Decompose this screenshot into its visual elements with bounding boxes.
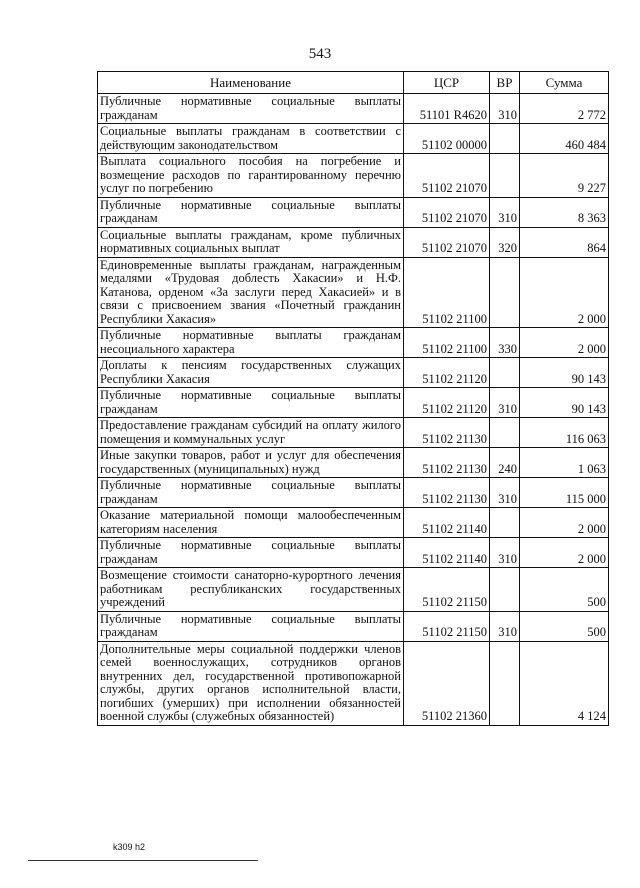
row-name: Единовременные выплаты гражданам, награжденным медалями «Трудовая доблесть Хакасии» и Н.Ф. Катанова, орденом «За заслуги перед Хакасией» и в связи с присвоением звания «Почетный гражданин Республики Хакасия» [98,257,404,328]
row-name: Предоставление гражданам субсидий на оплату жилого помещения и коммунальных услуг [98,418,404,448]
row-sum: 116 063 [520,418,609,448]
row-csr: 51102 00000 [404,124,490,154]
row-sum: 115 000 [520,478,609,508]
table-row [98,448,609,478]
table-row [98,508,609,538]
row-sum: 1 063 [520,448,609,478]
table-row [98,388,609,418]
row-vr [490,124,520,154]
row-vr: 310 [490,197,520,227]
row-sum: 4 124 [520,641,609,725]
row-name: Дополнительные меры социальной поддержки членов семей военнослужащих, сотрудников органов внутренних дел, государственной противопожарной службы, других органов исполнительной власти, погибших (умерших) при исполнении обязанностей военной службы (служебных обязанностей) [98,641,404,725]
table-row [98,538,609,568]
row-sum: 9 227 [520,154,609,198]
row-sum: 90 143 [520,388,609,418]
table-row [98,227,609,257]
row-csr: 51102 21120 [404,388,490,418]
table-row [98,568,609,612]
row-csr: 51101 R4620 [404,94,490,124]
row-name: Публичные нормативные социальные выплаты гражданам [98,197,404,227]
row-vr: 310 [490,94,520,124]
row-vr [490,418,520,448]
table-row [98,197,609,227]
row-vr [490,358,520,388]
row-vr: 240 [490,448,520,478]
row-vr [490,154,520,198]
row-csr: 51102 21150 [404,568,490,612]
row-sum: 460 484 [520,124,609,154]
row-sum: 2 000 [520,257,609,328]
row-name: Публичные нормативные социальные выплаты гражданам [98,94,404,124]
row-name: Публичные нормативные социальные выплаты гражданам [98,611,404,641]
row-vr: 310 [490,478,520,508]
row-sum: 8 363 [520,197,609,227]
row-csr: 51102 21140 [404,538,490,568]
row-name: Оказание материальной помощи малообеспеченным категориям населения [98,508,404,538]
row-sum: 2 000 [520,328,609,358]
header-name: Наименование [98,72,404,94]
header-vr: ВР [490,72,520,94]
row-csr: 51102 21070 [404,154,490,198]
table-row [98,418,609,448]
row-sum: 500 [520,611,609,641]
row-vr: 310 [490,538,520,568]
footer-divider [28,860,258,861]
row-vr [490,568,520,612]
row-name: Публичные нормативные выплаты гражданам несоциального характера [98,328,404,358]
row-vr: 310 [490,388,520,418]
table-row [98,611,609,641]
row-name: Социальные выплаты гражданам в соответствии с действующим законодательством [98,124,404,154]
row-vr: 310 [490,611,520,641]
page-number: 543 [308,46,332,62]
header-sum: Сумма [520,72,609,94]
row-sum: 2 000 [520,538,609,568]
row-name: Публичные нормативные социальные выплаты гражданам [98,478,404,508]
table-row [98,328,609,358]
table-row [98,257,609,328]
table-header-row [98,72,609,94]
row-name: Публичные нормативные социальные выплаты гражданам [98,538,404,568]
table-row [98,358,609,388]
table-row [98,154,609,198]
table-row [98,124,609,154]
row-csr: 51102 21130 [404,478,490,508]
header-csr: ЦСР [404,72,490,94]
row-vr: 320 [490,227,520,257]
row-vr [490,257,520,328]
row-csr: 51102 21150 [404,611,490,641]
row-csr: 51102 21130 [404,418,490,448]
table-row [98,478,609,508]
row-name: Социальные выплаты гражданам, кроме публичных нормативных социальных выплат [98,227,404,257]
row-csr: 51102 21070 [404,197,490,227]
row-name: Доплаты к пенсиям государственных служащих Республики Хакасия [98,358,404,388]
row-csr: 51102 21100 [404,328,490,358]
row-csr: 51102 21130 [404,448,490,478]
row-sum: 500 [520,568,609,612]
row-csr: 51102 21140 [404,508,490,538]
footer-code: k309 h2 [113,842,146,852]
row-vr: 330 [490,328,520,358]
row-csr: 51102 21070 [404,227,490,257]
row-name: Выплата социального пособия на погребение и возмещение расходов по гарантированному перечню услуг по погребению [98,154,404,198]
row-name: Публичные нормативные социальные выплаты гражданам [98,388,404,418]
row-csr: 51102 21360 [404,641,490,725]
row-sum: 2 772 [520,94,609,124]
budget-table [97,71,609,726]
row-sum: 864 [520,227,609,257]
table-row [98,94,609,124]
row-name: Возмещение стоимости санаторно-курортного лечения работникам республиканских государственных учреждений [98,568,404,612]
row-csr: 51102 21100 [404,257,490,328]
row-name: Иные закупки товаров, работ и услуг для обеспечения государственных (муниципальных) нужд [98,448,404,478]
row-vr [490,641,520,725]
table-row [98,641,609,725]
row-sum: 90 143 [520,358,609,388]
row-sum: 2 000 [520,508,609,538]
row-csr: 51102 21120 [404,358,490,388]
row-vr [490,508,520,538]
